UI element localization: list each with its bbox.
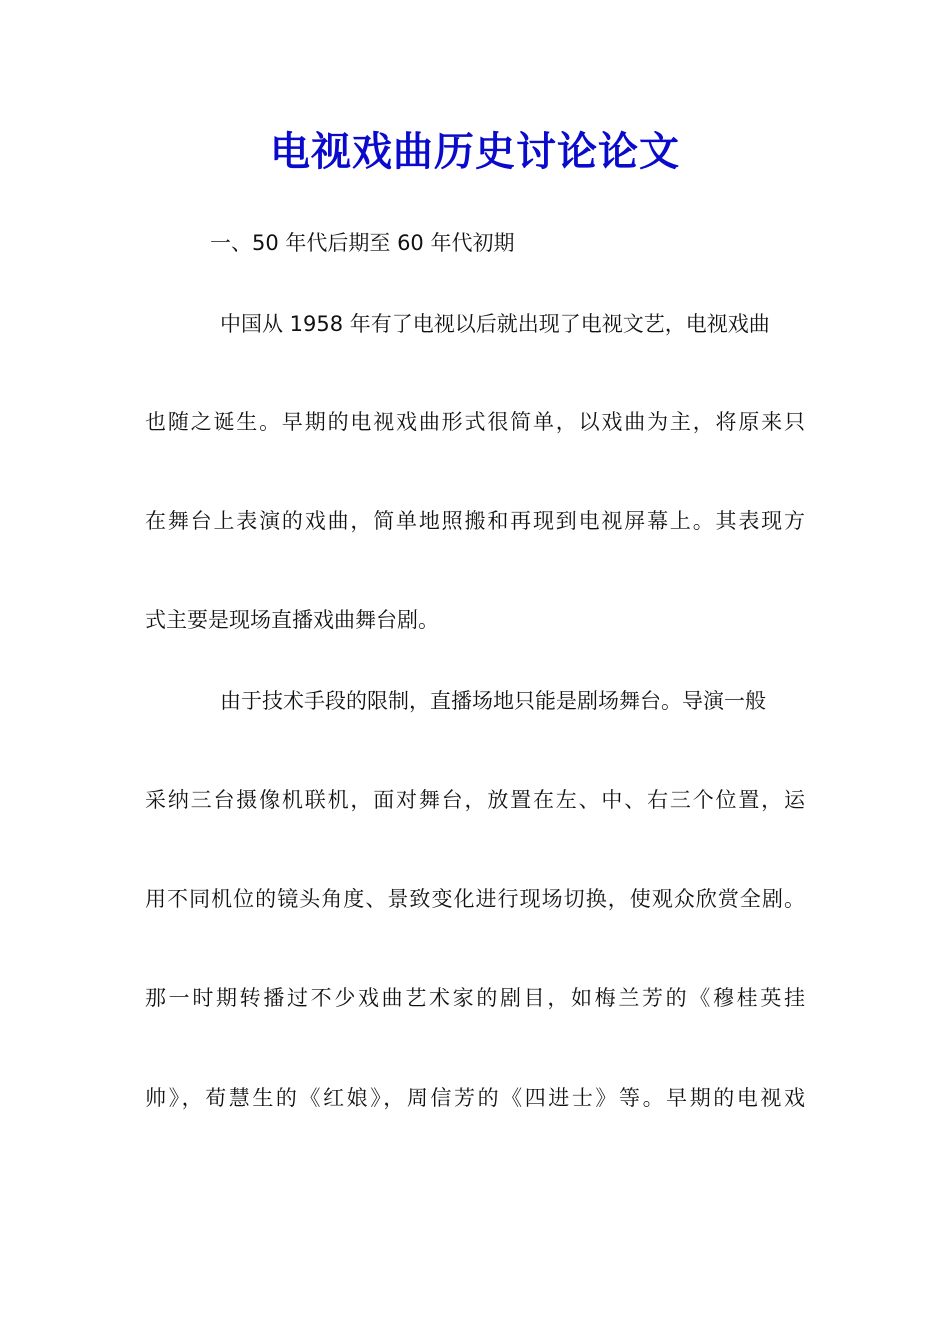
paragraph-line: 式主要是现场直播戏曲舞台剧。 bbox=[145, 608, 439, 632]
paragraph-line: 用不同机位的镜头角度、景致变化进行现场切换，使观众欣赏全剧。 bbox=[145, 887, 805, 911]
page-title: 电视戏曲历史讨论论文 bbox=[270, 128, 680, 175]
paragraph-line: 帅》，荀慧生的《红娘》，周信芳的《四进士》等。早期的电视戏 bbox=[145, 1086, 805, 1110]
paragraph-line: 由于技术手段的限制，直播场地只能是剧场舞台。导演一般 bbox=[220, 689, 766, 713]
paragraph-line: 那一时期转播过不少戏曲艺术家的剧目，如梅兰芳的《穆桂英挂 bbox=[145, 986, 805, 1010]
paragraph-line: 在舞台上表演的戏曲，简单地照搬和再现到电视屏幕上。其表现方 bbox=[145, 509, 805, 533]
paragraph-line: 也随之诞生。早期的电视戏曲形式很简单，以戏曲为主，将原来只 bbox=[145, 410, 805, 434]
paragraph-line: 采纳三台摄像机联机，面对舞台，放置在左、中、右三个位置，运 bbox=[145, 788, 805, 812]
paragraph-line: 中国从 1958 年有了电视以后就出现了电视文艺，电视戏曲 bbox=[220, 312, 770, 336]
section-heading: 一、50 年代后期至 60 年代初期 bbox=[210, 231, 515, 255]
